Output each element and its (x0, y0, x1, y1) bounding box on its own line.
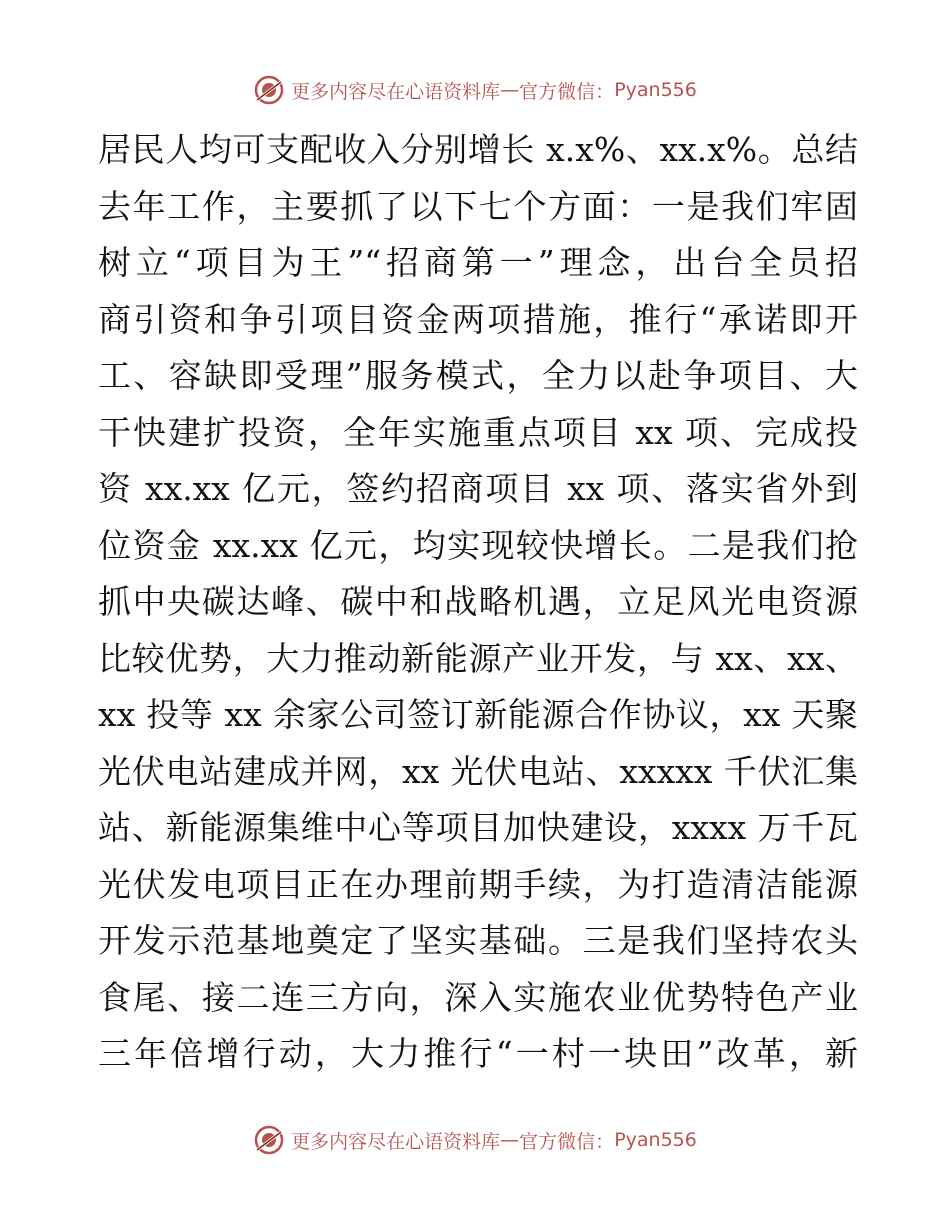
body-line: 工、容缺即受理”服务模式，全力以赴争项目、大 (98, 356, 858, 395)
watermark-separator: — (500, 1129, 520, 1151)
body-line: 光伏电站建成并网，xx 光伏电站、xxxxx 千伏汇集 (98, 751, 858, 791)
body-line: xx 投等 xx 余家公司签订新能源合作协议，xx 天聚 (98, 695, 858, 734)
body-line: 去年工作，主要抓了以下七个方面：一是我们牢固 (98, 186, 858, 226)
body-line: 树立“项目为王”“招商第一”理念，出台全员招 (98, 243, 858, 282)
body-line: 抓中央碳达峰、碳中和战略机遇，立足风光电资源 (98, 582, 858, 621)
logo-icon (253, 1124, 285, 1156)
body-line: 资 xx.xx 亿元，签约招商项目 xx 项、落实省外到 (98, 469, 858, 508)
watermark-label: 官方微信： (519, 1130, 615, 1153)
watermark-text: 更多内容尽在心语资料库 (291, 80, 501, 103)
watermark-id: Pyan556 (614, 1129, 697, 1151)
body-line: 食尾、接二连三方向，深入实施农业优势特色产业 (98, 977, 858, 1017)
watermark-label: 官方微信： (519, 80, 615, 103)
watermark-separator: — (500, 79, 520, 101)
logo-icon (253, 74, 285, 106)
body-line: 站、新能源集维中心等项目加快建设，xxxx 万千瓦 (98, 808, 858, 847)
body-line: 居民人均可支配收入分别增长 x.x%、xx.x%。总结 (98, 130, 858, 169)
body-line: 开发示范基地奠定了坚实基础。三是我们坚持农头 (98, 921, 858, 960)
document-body (98, 122, 858, 1083)
body-line: 比较优势，大力推动新能源产业开发，与 xx、xx、 (98, 638, 858, 678)
body-line: 三年倍增行动，大力推行“一村一块田”改革，新 (98, 1034, 858, 1073)
footer-watermark (0, 1120, 950, 1160)
body-line: 商引资和争引项目资金两项措施，推行“承诺即开 (98, 299, 858, 339)
watermark-text: 更多内容尽在心语资料库 (291, 1130, 501, 1153)
body-line: 位资金 xx.xx 亿元，均实现较快增长。二是我们抢 (98, 525, 858, 565)
watermark-id: Pyan556 (614, 79, 697, 101)
body-line: 光伏发电项目正在办理前期手续，为打造清洁能源 (98, 864, 858, 904)
header-watermark (0, 70, 950, 110)
body-line: 干快建扩投资，全年实施重点项目 xx 项、完成投 (98, 412, 858, 452)
